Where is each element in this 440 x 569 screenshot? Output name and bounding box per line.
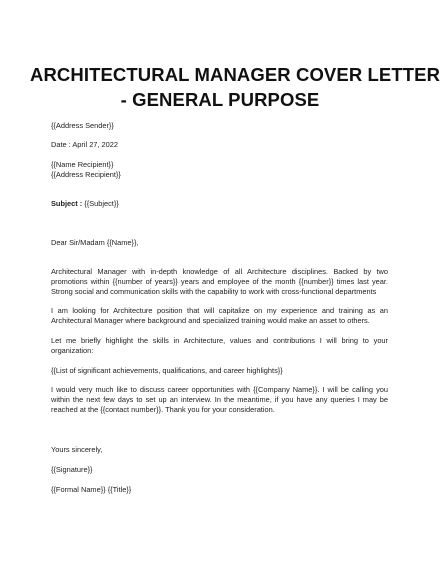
paragraph-intro: Architectural Manager with in-depth knowledge of all Architecture disciplines. Backed by two promotions within {{number of years}} years and employee of the month {{number}} times last year. Strong social and communication skills with the capability to work with cross-functional departments <box>51 267 388 296</box>
subject-value: {{Subject}} <box>82 199 119 208</box>
title-line-2: - GENERAL PURPOSE <box>120 89 320 110</box>
subject-label: Subject : <box>51 199 83 208</box>
page-title <box>30 62 440 112</box>
date-label: Date : <box>51 140 71 149</box>
title-line-1: ARCHITECTURAL MANAGER COVER LETTER <box>30 64 440 85</box>
paragraph-closing: I would very much like to discuss career opportunities with {{Company Name}}. I will be calling you within the next few days to set up an interview. In the meantime, if you have any queries I may be reached at the {{contact number}}. Thank you for your consideration. <box>51 385 388 414</box>
salutation: Dear Sir/Madam {{Name}}, <box>51 238 139 247</box>
signature: {{Signature}} <box>51 465 93 474</box>
address-recipient: {{Address Recipient}} <box>51 170 121 179</box>
name-recipient: {{Name Recipient}} <box>51 160 114 169</box>
address-sender: {{Address Sender}} <box>51 121 114 130</box>
date-line <box>51 140 118 150</box>
subject-line <box>51 199 119 209</box>
achievements-list: {{List of significant achievements, qualifications, and career highlights}} <box>51 366 283 375</box>
formal-name: {{Formal Name}} {{Title}} <box>51 485 132 494</box>
closing: Yours sincerely, <box>51 445 103 454</box>
paragraph-position: I am looking for Architecture position that will capitalize on my experience and training as an Architectural Manager where background and specialized training would make an asset to others. <box>51 306 388 325</box>
paragraph-highlights: Let me briefly highlight the skills in Architecture, values and contributions I will bring to your organization: <box>51 336 388 355</box>
date-value: April 27, 2022 <box>70 140 118 149</box>
